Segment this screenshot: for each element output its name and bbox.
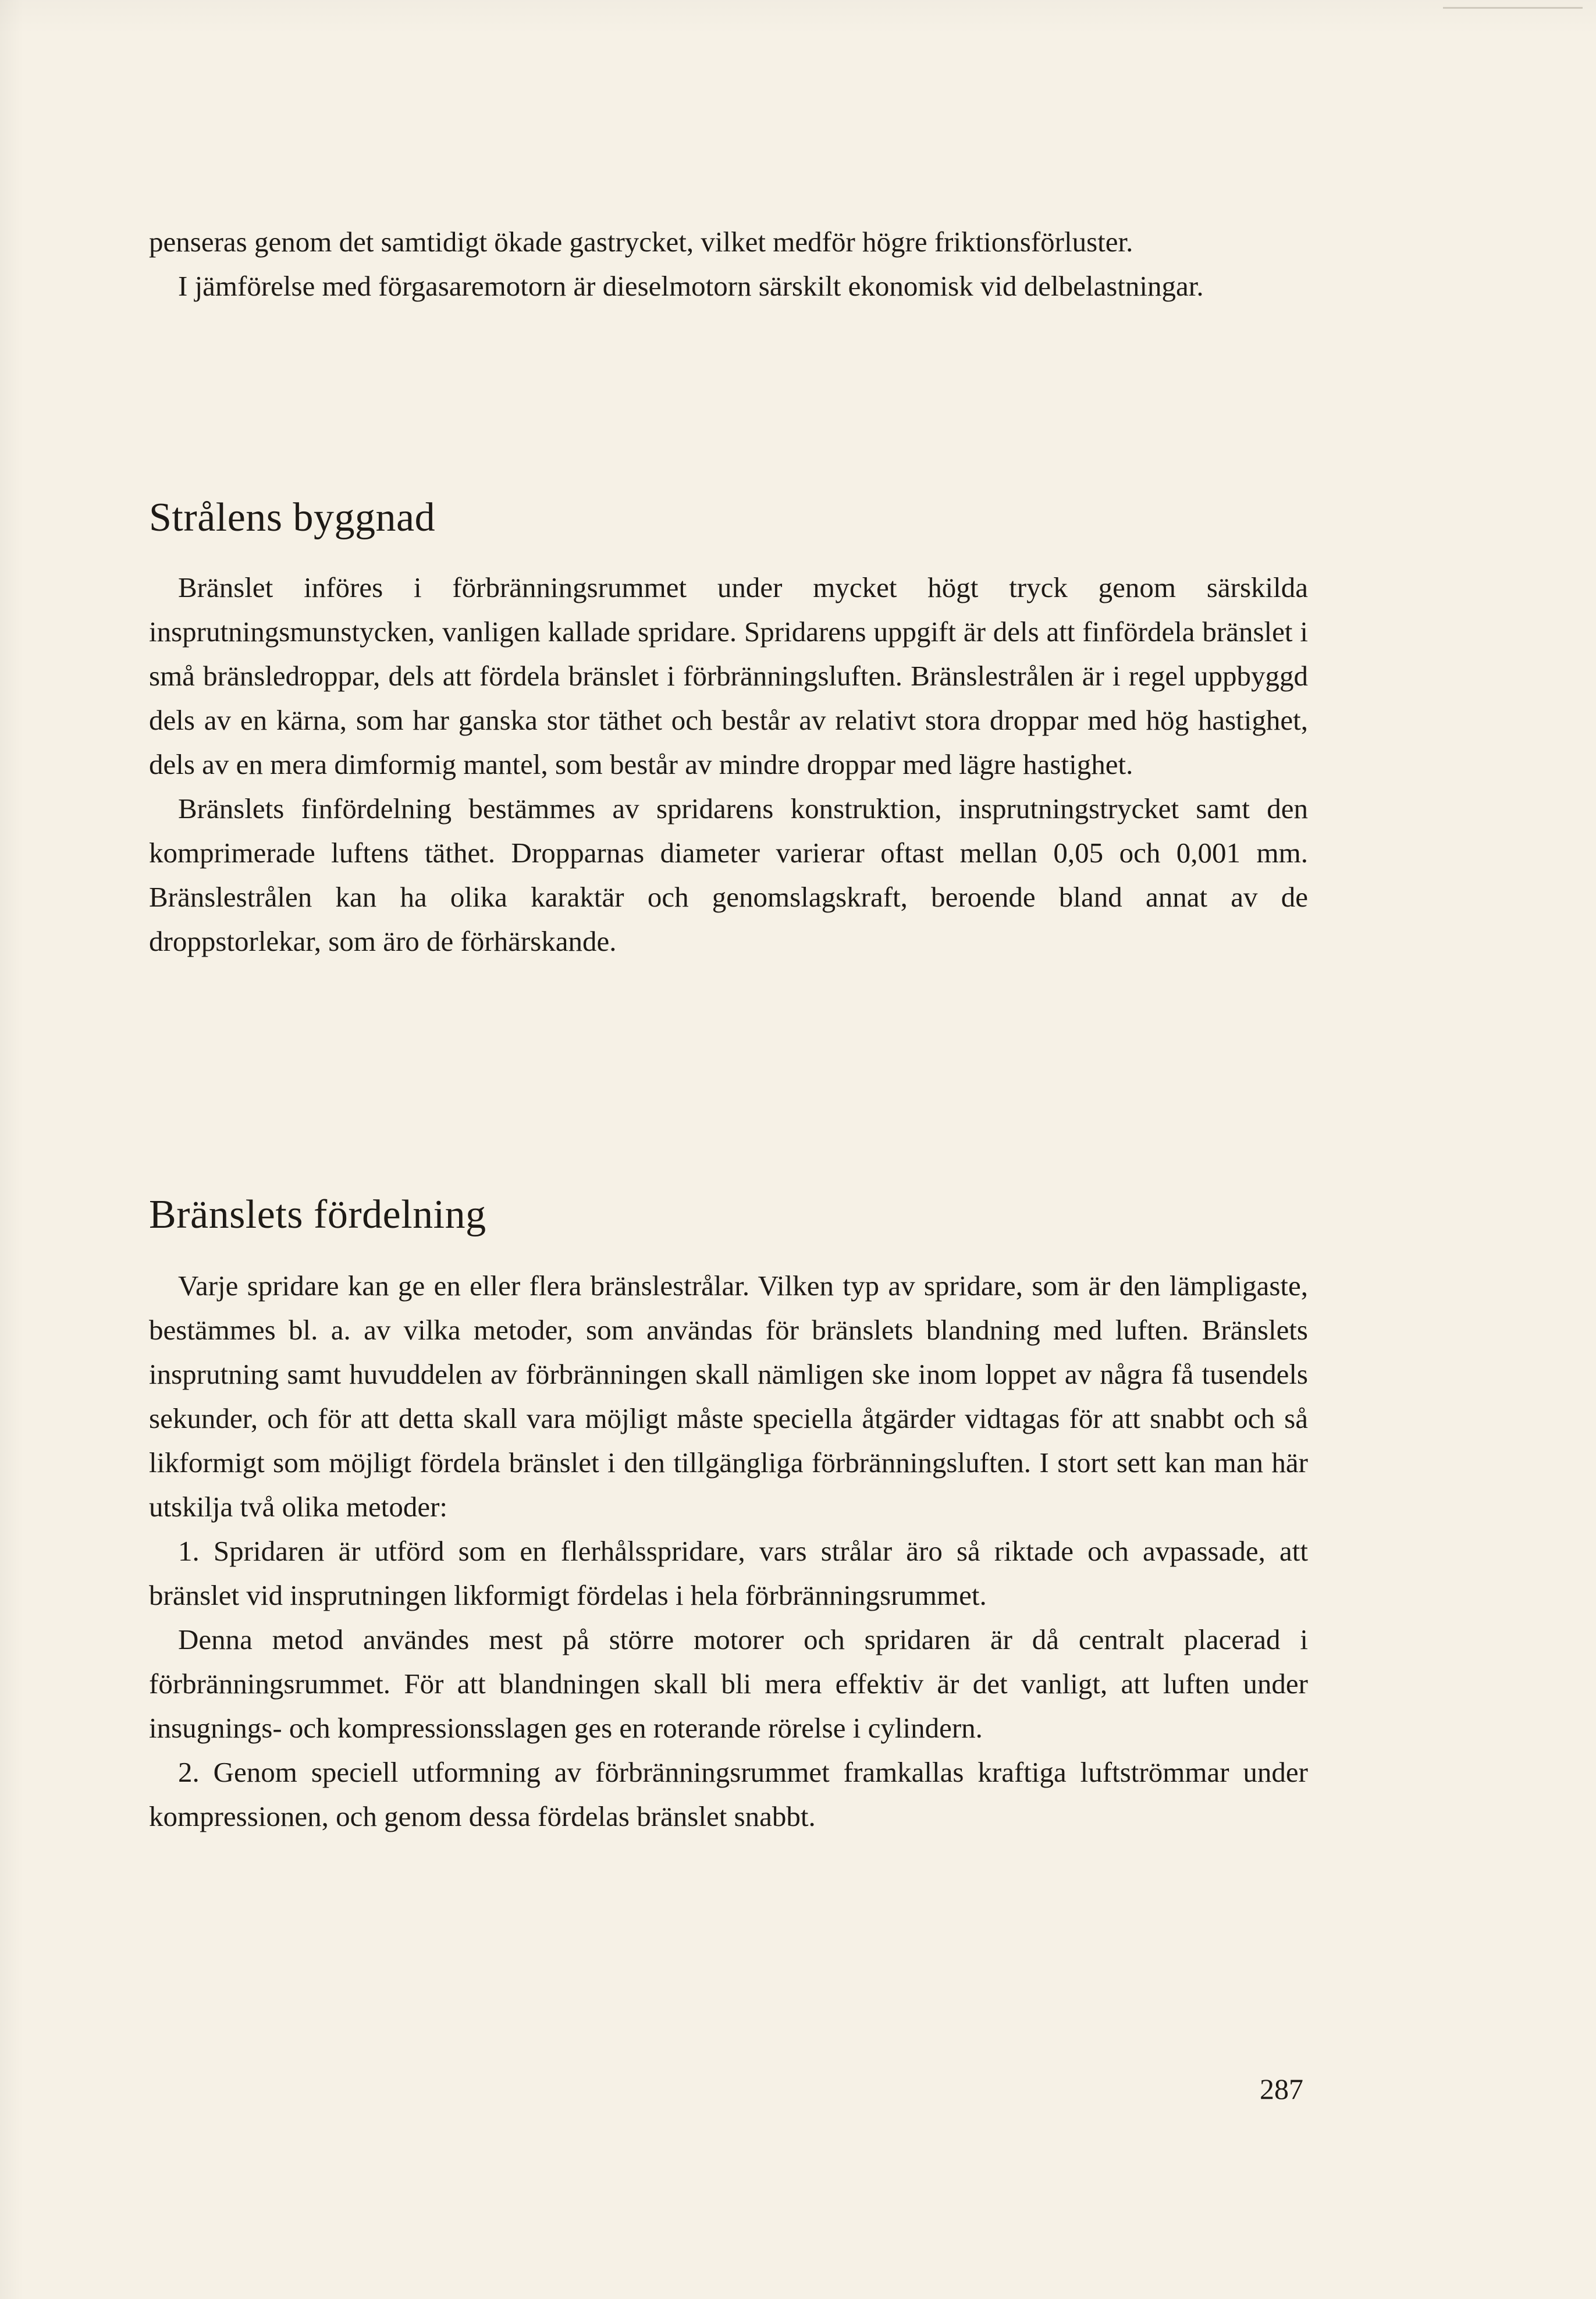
section-2-paragraph-1: Varje spridare kan ge en eller flera bränslestrålar. Vilken typ av spridare, som är den lämpligaste, bestämmes bl. a. av vilka metoder, som användas för bränslets blandning med luften. Bränslets insprutning samt huvuddelen av förbränningen skall nämligen ske inom loppet av några få tusendels sekunder, och för att detta skall vara möjligt måste speciella åtgärder vidtagas för att snabbt och så likformigt som möjligt fördela bränslet i den tillgängliga förbränningsluften. I stort sett kan man här utskilja två olika metoder: xyxy=(149,1270,1308,1523)
top-edge-rule xyxy=(1443,7,1583,9)
section-2-body xyxy=(149,1264,1308,1839)
intro-paragraph-1: penseras genom det samtidigt ökade gastrycket, vilket medför högre friktionsförluster. xyxy=(149,226,1133,258)
intro-block xyxy=(149,220,1308,308)
section-1-body xyxy=(149,566,1308,964)
section-2-list-item-1: 1. Spridaren är utförd som en flerhålsspridare, vars strålar äro så riktade och avpassade, att bränslet vid insprutningen likformigt fördelas i hela förbränningsrummet. xyxy=(149,1535,1308,1611)
section-1-paragraph-2: Bränslets finfördelning bestämmes av spridarens konstruktion, insprutningstrycket samt den komprimerade luftens täthet. Dropparnas diameter varierar oftast mellan 0,05 och 0,001 mm. Bränslestrålen kan ha olika karaktär och genomslagskraft, beroende bland annat av de droppstorlekar, som äro de förhärskande. xyxy=(149,793,1308,957)
section-2-paragraph-2: Denna metod användes mest på större motorer och spridaren är då centralt placerad i förbränningsrummet. För att blandningen skall bli mera effektiv är det vanligt, att luften under insugnings- och kompressionsslagen ges en roterande rörelse i cylindern. xyxy=(149,1623,1308,1744)
section-1-paragraph-1: Bränslet införes i förbränningsrummet under mycket högt tryck genom särskilda insprutningsmunstycken, vanligen kallade spridare. Spridarens uppgift är dels att finfördela bränslet i små bränsledroppar, dels att fördela bränslet i förbränningsluften. Bränslestrålen är i regel uppbyggd dels av en kärna, som har ganska stor täthet och består av relativt stora droppar med hög hastighet, dels av en mera dimformig mantel, som består av mindre droppar med lägre hastighet. xyxy=(149,571,1308,780)
section-stralens-byggnad xyxy=(149,492,1308,544)
section-2-list-item-2: 2. Genom speciell utformning av förbränningsrummet framkallas kraftiga luftströmmar under kompressionen, och genom dessa fördelas bränslet snabbt. xyxy=(149,1756,1308,1832)
section-heading: Bränslets fördelning xyxy=(149,1192,486,1237)
intro-paragraph-2: I jämförelse med förgasaremotorn är dieselmotorn särskilt ekonomisk vid delbelastningar. xyxy=(178,270,1204,302)
section-heading: Strålens byggnad xyxy=(149,495,436,540)
section-bransletsfordelning xyxy=(149,1189,1308,1241)
page-number: 287 xyxy=(1260,2073,1303,2105)
